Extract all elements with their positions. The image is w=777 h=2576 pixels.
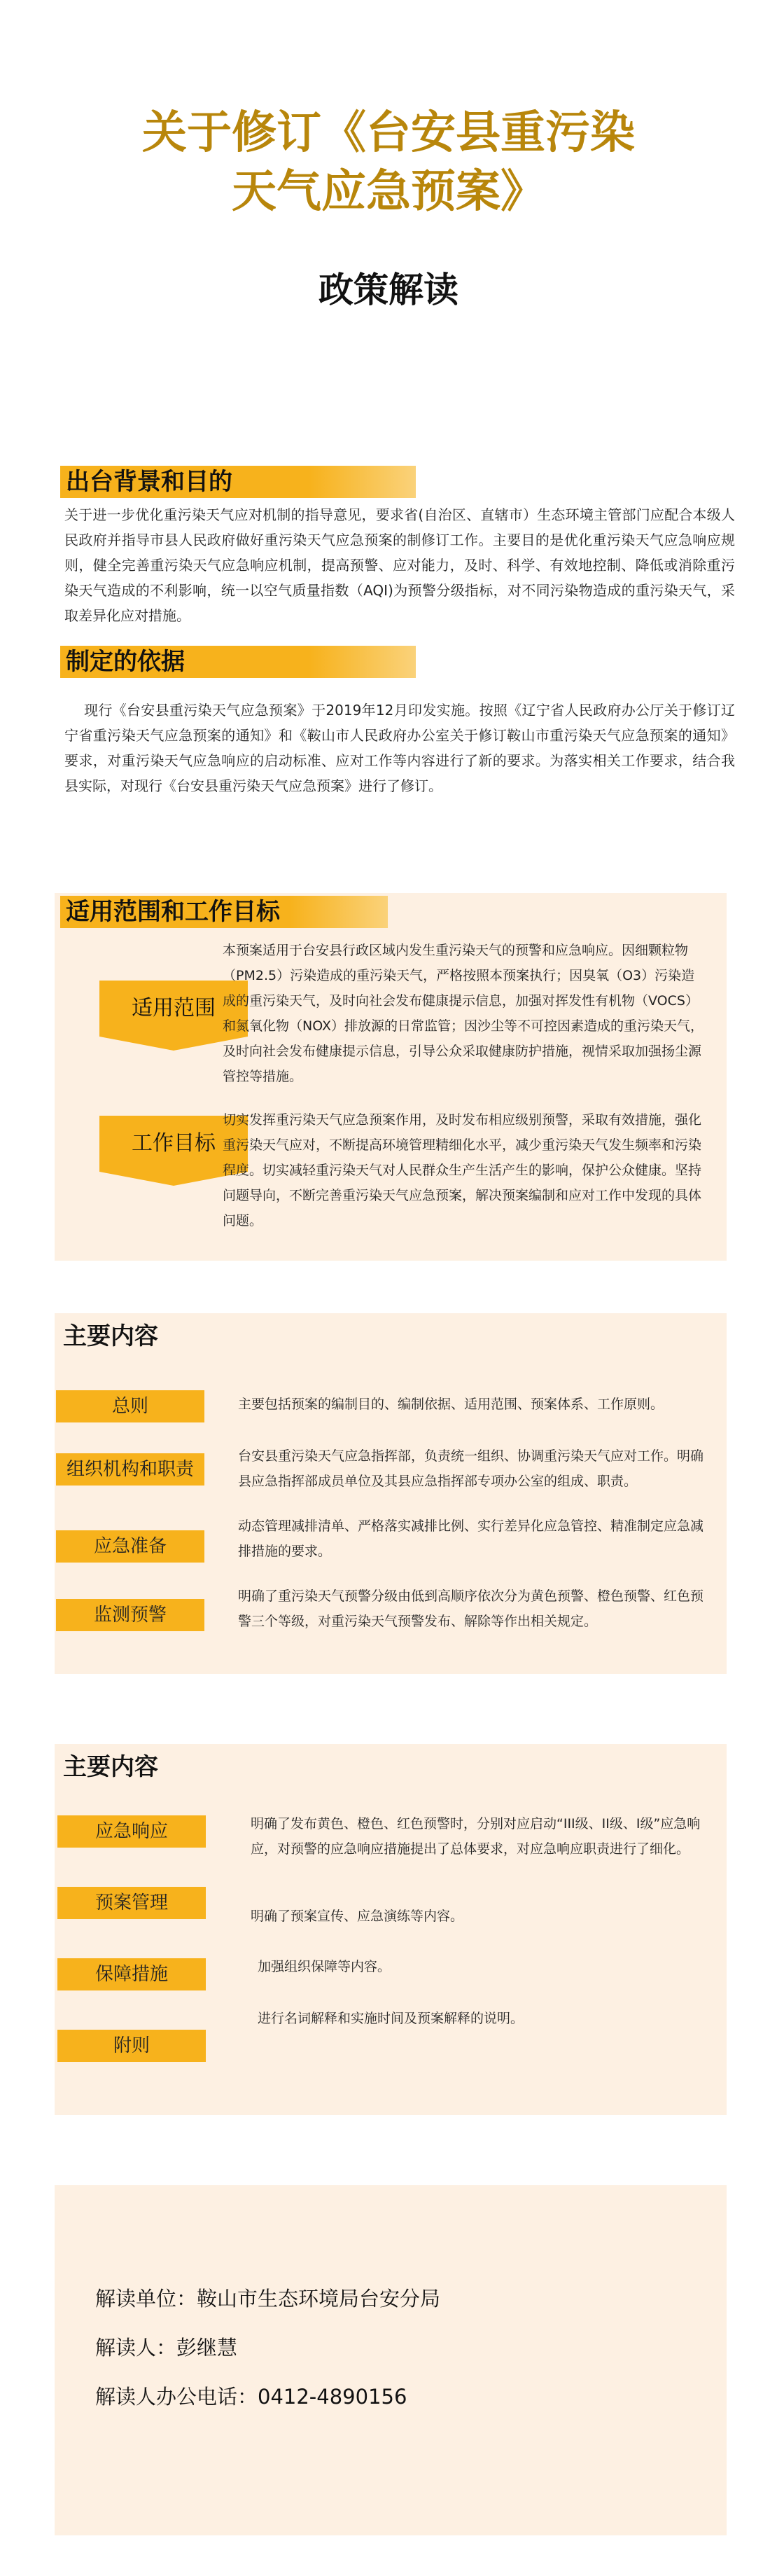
background-text: 关于进一步优化重污染天气应对机制的指导意见，要求省(自治区、直辖市）生态环境主管部门应配合本级人民政府并指导市县人民政府做好重污染天气应急预案的制修订工作。主要目的是优化重污染天气应急响应规则，健全完善重污染天气应急响应机制，提高预警、应对能力，及时、科学、有效地控制、降低或消除重污染天气造成的不利影响，统一以空气质量指数（AQI)为预警分级指标，对不同污染物造成的重污染天气，采取差异化应对措施。	[64, 506, 735, 624]
main2-text-response: 明确了发布黄色、橙色、红色预警时，分别对应启动“III级、II级、I级”应急响应，对预警的应急响应措施提出了总体要求，对应急响应职责进行了细化。	[251, 1816, 701, 1857]
main2-text-management: 明确了预案宣传、应急演练等内容。	[251, 1909, 464, 1924]
main1-label-organization: 组织机构和职责	[56, 1453, 204, 1486]
main2-text-appendix: 进行名词解释和实施时间及预案解释的说明。	[258, 2011, 524, 2026]
page-subtitle: 政策解读	[318, 270, 458, 310]
main1-label-preparation: 应急准备	[56, 1530, 204, 1563]
main1-label-monitoring: 监测预警	[56, 1599, 204, 1631]
main2-label-response: 应急响应	[57, 1815, 206, 1848]
main1-text-general: 主要包括预案的编制目的、编制依据、适用范围、预案体系、工作原则。	[238, 1397, 664, 1412]
footer-panel	[55, 2185, 727, 2535]
background-heading: 出台背景和目的	[60, 466, 416, 498]
scope-tag-label: 工作目标	[99, 1116, 248, 1172]
main1-heading: 主要内容	[63, 1322, 158, 1350]
page-title-line2: 天气应急预案》	[232, 166, 545, 218]
main-content-panel-2	[55, 1744, 727, 2115]
basis-text: 现行《台安县重污染天气应急预案》于2019年12月印发实施。按照《辽宁省人民政府办公厅关于修订辽宁省重污染天气应急预案的通知》和《鞍山市人民政府办公室关于修订鞍山市重污染天气应急预案的通知》要求，对重污染天气应急响应的启动标准、应对工作等内容进行了新的要求。为落实相关工作要求，结合我县实际，对现行《台安县重污染天气应急预案》进行了修订。	[64, 702, 735, 794]
main2-text-safeguard: 加强组织保障等内容。	[258, 1959, 391, 1974]
scope-panel	[55, 893, 727, 1261]
scope-item-text: 本预案适用于台安县行政区域内发生重污染天气的预警和应急响应。因细颗粒物（PM2.5）污染造成的重污染天气，严格按照本预案执行；因臭氧（O3）污染造成的重污染天气，及时向社会发布健康提示信息，加强对挥发性有机物（VOCS）和氮氧化物（NOX）排放源的日常监管；因沙尘等不可控因素造成的重污染天气，及时向社会发布健康提示信息，引导公众采取健康防护措施，视情采取加强扬尘源管控等措施。	[223, 943, 704, 1084]
main2-label-appendix: 附则	[57, 2030, 206, 2062]
main1-text-organization: 台安县重污染天气应急指挥部，负责统一组织、协调重污染天气应对工作。明确县应急指挥部成员单位及其县应急指挥部专项办公室的组成、职责。	[238, 1448, 704, 1489]
main2-label-safeguard: 保障措施	[57, 1958, 206, 1990]
main2-label-management: 预案管理	[57, 1887, 206, 1919]
basis-heading: 制定的依据	[60, 646, 416, 678]
scope-item-text: 切实发挥重污染天气应急预案作用，及时发布相应级别预警，采取有效措施，强化重污染天气应对，不断提高环境管理精细化水平，减少重污染天气发生频率和污染程度。切实减轻重污染天气对人民群众生产生活产生的影响，保护公众健康。坚持问题导向，不断完善重污染天气应急预案，解决预案编制和应对工作中发现的具体问题。	[223, 1112, 702, 1228]
footer-person: 解读人：彭继慧	[95, 2336, 238, 2360]
main1-text-preparation: 动态管理减排清单、严格落实减排比例、实行差异化应急管控、精准制定应急减排措施的要求。	[238, 1518, 704, 1559]
main1-label-general: 总则	[56, 1390, 204, 1422]
main-content-panel-1	[55, 1313, 727, 1674]
footer-unit: 解读单位：鞍山市生态环境局台安分局	[95, 2287, 441, 2311]
footer-phone: 解读人办公电话：0412-4890156	[95, 2385, 407, 2409]
scope-heading: 适用范围和工作目标	[60, 896, 388, 928]
main2-heading: 主要内容	[63, 1753, 158, 1781]
scope-tag-label: 适用范围	[99, 981, 248, 1037]
main1-text-monitoring: 明确了重污染天气预警分级由低到高顺序依次分为黄色预警、橙色预警、红色预警三个等级，对重污染天气预警发布、解除等作出相关规定。	[238, 1588, 704, 1629]
page-title-line1: 关于修订《台安县重污染	[142, 107, 635, 159]
